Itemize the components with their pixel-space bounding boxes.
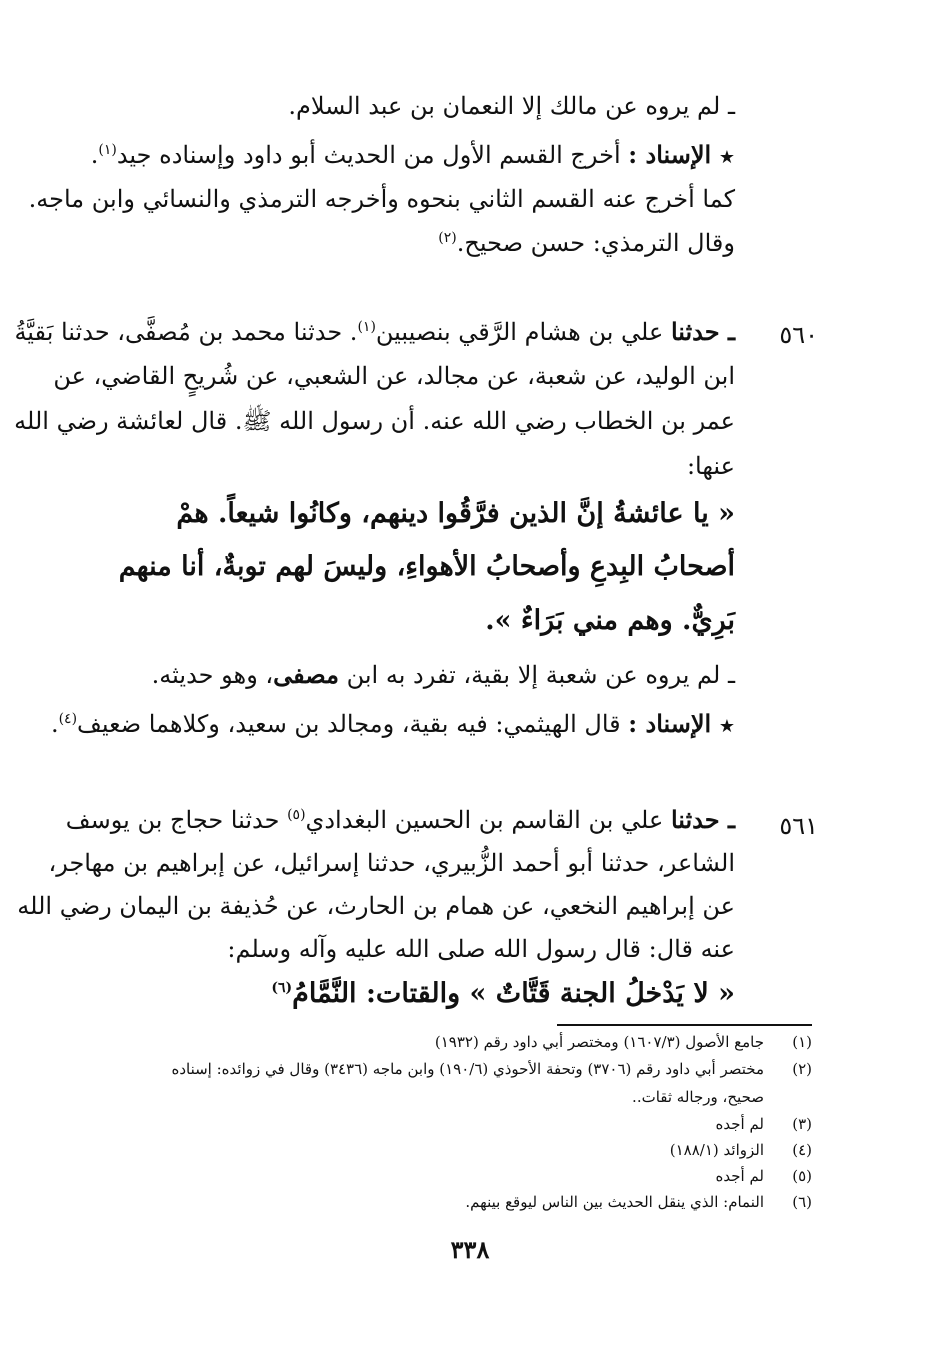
footnote-number: (٥)	[792, 1167, 812, 1185]
footnote-number: (٦)	[792, 1193, 812, 1211]
hadith-chain-line: الشاعر، حدثنا أبو أحمد الزُّبيري، حدثنا إسرائيل، عن إبراهيم بن مهاجر،	[48, 849, 735, 877]
hadith-number: ٥٦١	[779, 812, 818, 840]
text-line	[438, 231, 735, 255]
footnote-text: لم أجده	[715, 1167, 764, 1185]
hadith-text-line: بَرِيٌّ. وهم مني بَرَاءٌ ».	[485, 605, 735, 636]
note-name: مصفى	[273, 660, 339, 689]
star-icon: ★	[718, 147, 735, 168]
footnote-text: النمام: الذي ينقل الحديث بين الناس ليوقع بينهم.	[465, 1193, 764, 1211]
narrator-chain: حدثنا حجاج بن يوسف	[65, 806, 288, 834]
star-icon: ★	[718, 716, 735, 737]
narration-note-line: ـ لم يروه عن مالك إلا النعمان بن عبد السلام.	[288, 92, 735, 120]
isnad-line	[90, 140, 735, 169]
hadith-number: ٥٦٠	[779, 321, 818, 349]
isnad-end: .	[90, 141, 99, 169]
footnote-text: الزوائد (١٨٨/١)	[669, 1141, 764, 1159]
hadith-text-line	[271, 980, 735, 1007]
note-prefix: ـ لم يروه عن شعبة إلا بقية، تفرد به ابن	[338, 661, 735, 689]
footnote-text: صحيح، ورجاله ثقات..	[632, 1088, 764, 1106]
footnote-number: (١)	[792, 1033, 812, 1051]
hadith-chain-line: ابن الوليد، عن شعبة، عن مجالد، عن الشعبي، عن شُريحٍ القاضي، عن	[53, 362, 735, 390]
narrator: علي بن هشام الرَّقي بنصيبين	[375, 318, 671, 346]
isnad-label: الإسناد :	[628, 709, 712, 738]
isnad-label: الإسناد :	[628, 140, 712, 169]
hadith-text-line: « يا عائشةُ إنَّ الذين فرَّقُوا دينهم، وكانُوا شيعاً. همْ	[176, 498, 735, 529]
footnote-text: جامع الأصول (١٦٠٧/٣) ومختصر أبي داود رقم (١٩٣٢)	[434, 1033, 764, 1051]
hadith-chain-line: عمر بن الخطاب رضي الله عنه. أن رسول الله ﷺ. قال لعائشة رضي الله	[14, 407, 735, 435]
narrator-chain: . حدثنا محمد بن مُصفَّى، حدثنا بَقيَّةُ	[14, 318, 358, 346]
isnad-text: قال الهيثمي: فيه بقية، ومجالد بن سعيد، وكلاهما ضعيف	[77, 710, 629, 738]
footnote-number: (٢)	[792, 1060, 812, 1078]
hadith-chain-line: عنها:	[686, 452, 735, 480]
tirmidhi-grade: وقال الترمذي: حسن صحيح.	[456, 229, 735, 257]
footnote-number: (٣)	[792, 1115, 812, 1133]
footnote-ref: (٦)	[271, 980, 293, 996]
isnad-line	[50, 709, 735, 738]
footnote-divider	[557, 1024, 812, 1026]
hadith-chain-line	[14, 317, 735, 346]
footnote-ref: (٥)	[287, 807, 306, 823]
hadith-lead: ـ حدثنا	[670, 805, 735, 834]
footnote-ref: (١)	[357, 319, 376, 335]
hadith-chain-line: عن إبراهيم النخعي، عن همام بن الحارث، عن حُذيفة بن اليمان رضي الله	[17, 892, 735, 920]
isnad-text: أخرج القسم الأول من الحديث أبو داود وإسناده جيد	[116, 141, 629, 169]
footnote-number: (٤)	[792, 1141, 812, 1159]
text-line: كما أخرج عنه القسم الثاني بنحوه وأخرجه الترمذي والنسائي وابن ماجه.	[28, 185, 735, 213]
hadith-text-line: أصحابُ البِدعِ وأصحابُ الأهواءِ، وليسَ لهم توبةٌ، أنا منهم	[118, 551, 735, 582]
hadith-lead: ـ حدثنا	[670, 317, 735, 346]
footnote-text: لم أجده	[715, 1115, 764, 1133]
footnote-ref: (٢)	[438, 230, 457, 246]
isnad-end: .	[50, 710, 59, 738]
footnote-ref: (١)	[98, 142, 117, 158]
footnote-ref: (٤)	[58, 711, 78, 727]
page-number: ٣٣٨	[450, 1235, 490, 1264]
hadith-chain-line: عنه قال: قال رسول الله صلى الله عليه وآله وسلم:	[227, 935, 735, 963]
narrator: علي بن القاسم بن الحسين البغدادي	[305, 806, 671, 834]
hadith-chain-line	[65, 805, 735, 834]
note-suffix: ، وهو حديثه.	[151, 661, 274, 689]
footnote-text: مختصر أبي داود رقم (٣٧٠٦) وتحفة الأحوذي (١٩٠/٦) وابن ماجه (٣٤٣٦) وقال في زوائده: إسناده	[171, 1060, 764, 1078]
narration-note-line	[151, 660, 735, 689]
hadith-text: « لا يَدْخلُ الجنة قَتَّاتٌ » والقتات: النَّمَّامُ	[292, 978, 735, 1009]
